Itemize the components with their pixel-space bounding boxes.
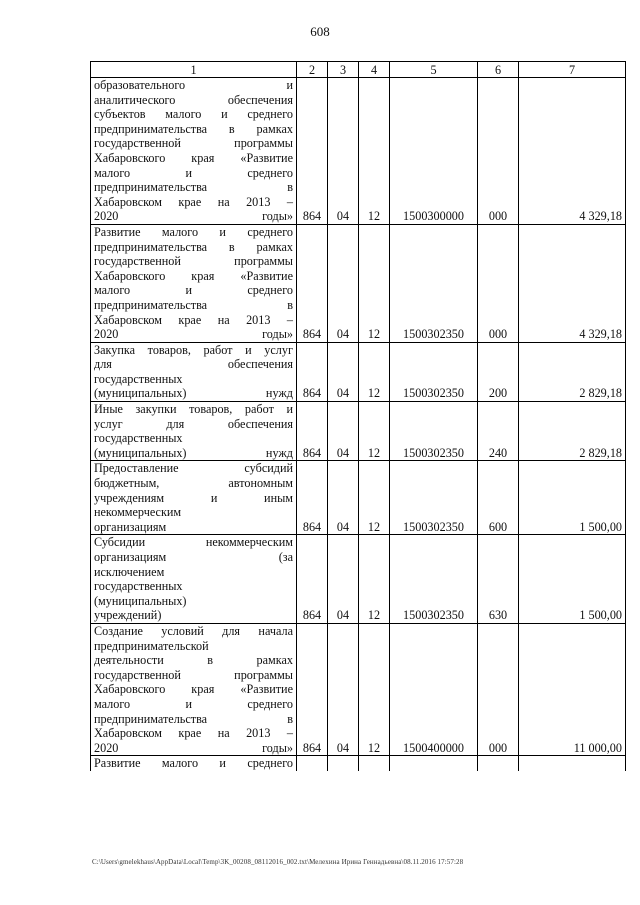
amount-cell: 1 500,00 [519, 535, 626, 624]
item-name-line: организациям [94, 519, 167, 534]
table-row [91, 402, 626, 461]
column-header: 2 [297, 62, 328, 78]
section-code: 04 [328, 461, 359, 535]
table-row [91, 224, 626, 342]
section-code: 04 [328, 535, 359, 624]
expense-type-code: 200 [478, 342, 519, 401]
item-name-line: Закупка товаров, работ и услуг [94, 342, 293, 357]
expense-type-code: 630 [478, 535, 519, 624]
amount-cell: 4 329,18 [519, 78, 626, 225]
expense-type-code: 000 [478, 623, 519, 755]
table-row [91, 535, 626, 624]
subsection-code: 12 [359, 78, 390, 225]
item-name-line: государственных [94, 431, 183, 446]
item-name-line: Хабаровском крае на 2013 – [94, 194, 293, 209]
grbs-code: 864 [297, 535, 328, 624]
item-name-line: (муниципальных) нужд [94, 386, 293, 401]
subsection-code [359, 756, 390, 771]
item-name-line: Хабаровского края «Развитие [94, 682, 293, 697]
item-name-line: (муниципальных) [94, 593, 187, 608]
item-name-line: малого и среднего [94, 696, 293, 711]
column-header: 5 [390, 62, 478, 78]
item-name-line: Развитие малого и среднего [94, 224, 293, 239]
target-item-code: 1500400000 [390, 623, 478, 755]
section-code: 04 [328, 623, 359, 755]
column-header: 3 [328, 62, 359, 78]
subsection-code: 12 [359, 342, 390, 401]
item-name-line: предпринимательства в рамках [94, 121, 293, 136]
page-number: 608 [310, 24, 330, 39]
item-name-line: деятельности в рамках [94, 653, 293, 668]
expense-type-code: 240 [478, 402, 519, 461]
item-name-line: государственной программы [94, 254, 293, 269]
subsection-code: 12 [359, 623, 390, 755]
item-name-line: предпринимательства в [94, 180, 293, 195]
item-name-cell [91, 402, 297, 461]
item-name-line: аналитического обеспечения [94, 92, 293, 107]
amount-cell: 11 000,00 [519, 623, 626, 755]
target-item-code: 1500302350 [390, 224, 478, 342]
table-row [91, 623, 626, 755]
file-path-footer: C:\Users\gmelekhaus\AppData\Local\Temp\3K_00208_08112016_002.txt\Мелехина Ирина Геннадьевна\08.11.2016 17:57:28 [92, 858, 464, 866]
subsection-code: 12 [359, 535, 390, 624]
item-name-line: субъектов малого и среднего [94, 107, 293, 122]
item-name-line: Субсидии некоммерческим [94, 535, 293, 550]
amount-cell: 1 500,00 [519, 461, 626, 535]
table-row [91, 78, 626, 225]
item-name-line: Развитие малого и среднего [94, 756, 293, 771]
target-item-code: 1500300000 [390, 78, 478, 225]
item-name-line: образовательного и [94, 78, 293, 92]
target-item-code: 1500302350 [390, 402, 478, 461]
item-name-cell [91, 342, 297, 401]
amount-cell: 2 829,18 [519, 402, 626, 461]
section-code: 04 [328, 402, 359, 461]
column-header: 6 [478, 62, 519, 78]
column-header: 1 [91, 62, 297, 78]
grbs-code [297, 756, 328, 771]
amount-cell: 4 329,18 [519, 224, 626, 342]
item-name-line: 2020 годы» [94, 740, 293, 755]
expense-type-code: 000 [478, 224, 519, 342]
item-name-line: исключением [94, 564, 165, 579]
item-name-cell [91, 78, 297, 225]
item-name-line: учреждениям и иным [94, 490, 293, 505]
item-name-line: некоммерческим [94, 505, 182, 520]
table-row [91, 461, 626, 535]
grbs-code: 864 [297, 402, 328, 461]
budget-table [90, 61, 626, 771]
table-row [91, 756, 626, 771]
amount-cell [519, 756, 626, 771]
grbs-code: 864 [297, 78, 328, 225]
target-item-code: 1500302350 [390, 342, 478, 401]
subsection-code: 12 [359, 461, 390, 535]
subsection-code: 12 [359, 224, 390, 342]
item-name-cell [91, 623, 297, 755]
item-name-line: 2020 годы» [94, 327, 293, 342]
section-code: 04 [328, 224, 359, 342]
item-name-line: государственной программы [94, 136, 293, 151]
section-code [328, 756, 359, 771]
item-name-line: государственной программы [94, 667, 293, 682]
section-code: 04 [328, 78, 359, 225]
item-name-line: государственных [94, 579, 183, 594]
item-name-line: Хабаровского края «Развитие [94, 150, 293, 165]
subsection-code: 12 [359, 402, 390, 461]
item-name-line: учреждений) [94, 608, 162, 623]
item-name-cell [91, 756, 297, 771]
target-item-code [390, 756, 478, 771]
grbs-code: 864 [297, 342, 328, 401]
item-name-line: Предоставление субсидий [94, 461, 293, 476]
item-name-line: 2020 годы» [94, 209, 293, 224]
item-name-line: малого и среднего [94, 283, 293, 298]
item-name-line: предпринимательской [94, 638, 209, 653]
item-name-line: бюджетным, автономным [94, 476, 293, 491]
item-name-cell [91, 461, 297, 535]
grbs-code: 864 [297, 224, 328, 342]
column-header: 4 [359, 62, 390, 78]
item-name-cell [91, 535, 297, 624]
amount-cell: 2 829,18 [519, 342, 626, 401]
item-name-line: для обеспечения [94, 357, 293, 372]
item-name-line: Иные закупки товаров, работ и [94, 402, 293, 417]
expense-type-code: 600 [478, 461, 519, 535]
item-name-line: предпринимательства в [94, 297, 293, 312]
item-name-line: государственных [94, 371, 183, 386]
grbs-code: 864 [297, 461, 328, 535]
item-name-line: (муниципальных) нужд [94, 445, 293, 460]
table-header-row [91, 62, 626, 78]
item-name-cell [91, 224, 297, 342]
item-name-line: организациям (за [94, 550, 293, 564]
item-name-line: малого и среднего [94, 165, 293, 180]
item-name-line: Хабаровском крае на 2013 – [94, 726, 293, 741]
target-item-code: 1500302350 [390, 461, 478, 535]
item-name-line: Хабаровского края «Развитие [94, 268, 293, 283]
section-code: 04 [328, 342, 359, 401]
table-row [91, 342, 626, 401]
target-item-code: 1500302350 [390, 535, 478, 624]
column-header: 7 [519, 62, 626, 78]
expense-type-code [478, 756, 519, 771]
item-name-line: Создание условий для начала [94, 623, 293, 638]
item-name-line: Хабаровском крае на 2013 – [94, 312, 293, 327]
item-name-line: услуг для обеспечения [94, 416, 293, 431]
expense-type-code: 000 [478, 78, 519, 225]
item-name-line: предпринимательства в [94, 711, 293, 726]
item-name-line: предпринимательства в рамках [94, 239, 293, 254]
grbs-code: 864 [297, 623, 328, 755]
